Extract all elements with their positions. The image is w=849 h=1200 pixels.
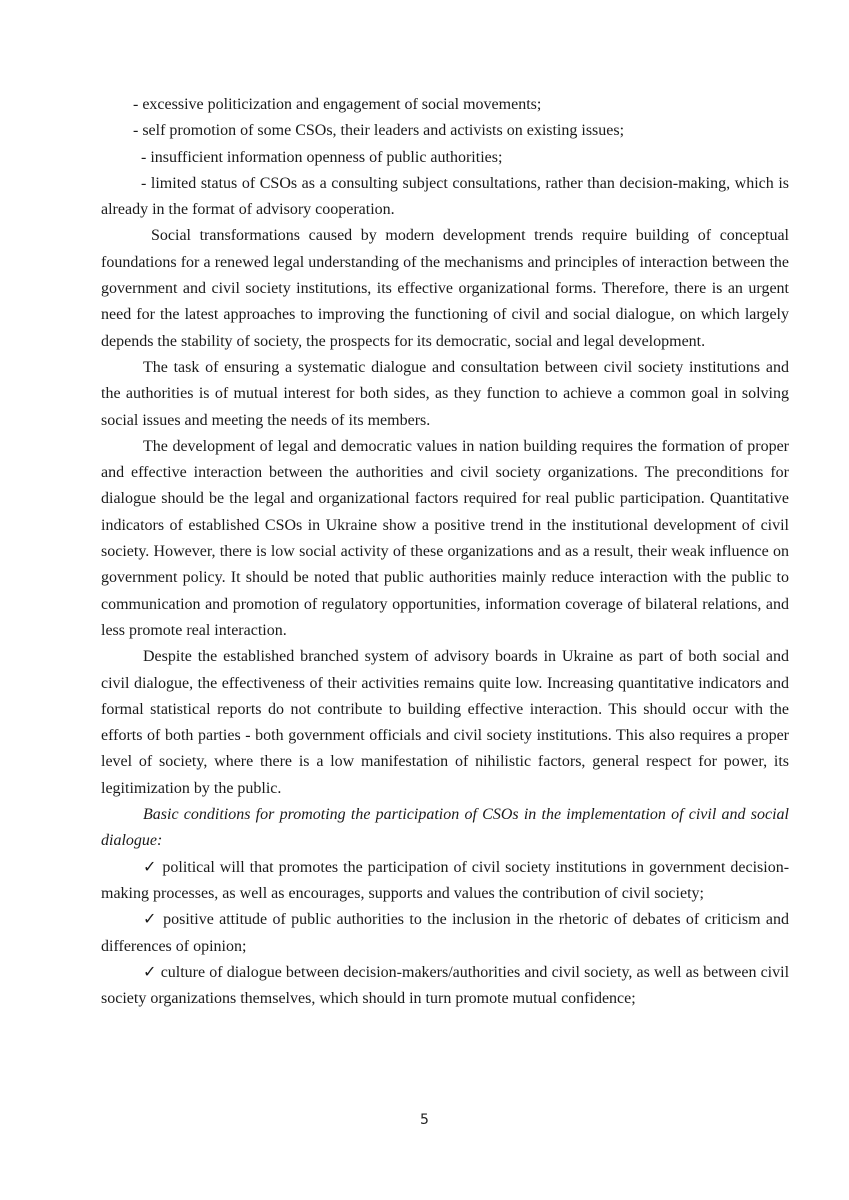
paragraph-systematic-dialogue: The task of ensuring a systematic dialogue and consultation between civil society institutions and the authorities is of mutual interest for both sides, as they function to achieve a common goal in solving social issues and meeting the needs of its members.	[101, 358, 789, 429]
list-item-politicization: - excessive politicization and engagement of social movements;	[133, 96, 542, 113]
document-page	[101, 92, 789, 1012]
checkmark-icon: ✓	[143, 858, 158, 876]
check-item-text: culture of dialogue between decision-makers/authorities and civil society, as well as between civil society organizations themselves, which should in turn promote mutual confidence;	[101, 963, 790, 1008]
page-number: 5	[420, 1112, 429, 1128]
paragraph-advisory-boards: Despite the established branched system of advisory boards in Ukraine as part of both social and civil dialogue, the effectiveness of their activities remains quite low. Increasing quantitative indicators and formal statistical reports do not contribute to building effective interaction. This should occur with the efforts of both parties - both government officials and civil society institutions. This also requires a proper level of society, where there is a low manifestation of nihilistic factors, general respect for power, its legitimization by the public.	[101, 648, 789, 797]
list-item-limited-status: - limited status of CSOs as a consulting subject consultations, rather than decision-making, which is already in the format of advisory cooperation.	[101, 174, 789, 219]
paragraph-legal-democratic-values: The development of legal and democratic values in nation building requires the formation of proper and effective interaction between the authorities and civil society organizations. The preconditions for dialogue should be the legal and organizational factors required for real public participation. Quantitative indicators of established CSOs in Ukraine show a positive trend in the institutional development of civil society. However, there is low social activity of these organizations and as a result, their weak influence on government policy. It should be noted that public authorities mainly reduce interaction with the public to communication and promotion of regulatory opportunities, information coverage of bilateral relations, and less promote real interaction.	[101, 437, 789, 639]
paragraph-social-transformations: Social transformations caused by modern development trends require building of conceptual foundations for a renewed legal understanding of the mechanisms and principles of interaction between the government and civil society institutions, its effective organizational forms. Therefore, there is an urgent need for the latest approaches to improving the functioning of civil and social dialogue, on which largely depends the stability of society, the prospects for its democratic, social and legal development.	[101, 227, 789, 350]
list-item-self-promotion: - self promotion of some CSOs, their leaders and activists on existing issues;	[133, 122, 625, 140]
check-item-culture-of-dialogue	[101, 960, 789, 1013]
check-item-political-will	[101, 855, 789, 908]
check-item-text: political will that promotes the participation of civil society institutions in government decision-making processes, as well as encourages, supports and values the contribution of civil society;	[101, 858, 790, 902]
checkmark-icon: ✓	[143, 963, 157, 981]
checkmark-icon: ✓	[143, 911, 158, 929]
check-item-positive-attitude	[101, 907, 789, 960]
check-item-text: positive attitude of public authorities to the inclusion in the rhetoric of debates of criticism and differences of opinion;	[101, 911, 790, 955]
list-item-information-openness: - insufficient information openness of public authorities;	[141, 148, 503, 166]
italic-heading-basic-conditions: Basic conditions for promoting the participation of CSOs in the implementation of civil and social dialogue:	[101, 806, 789, 850]
